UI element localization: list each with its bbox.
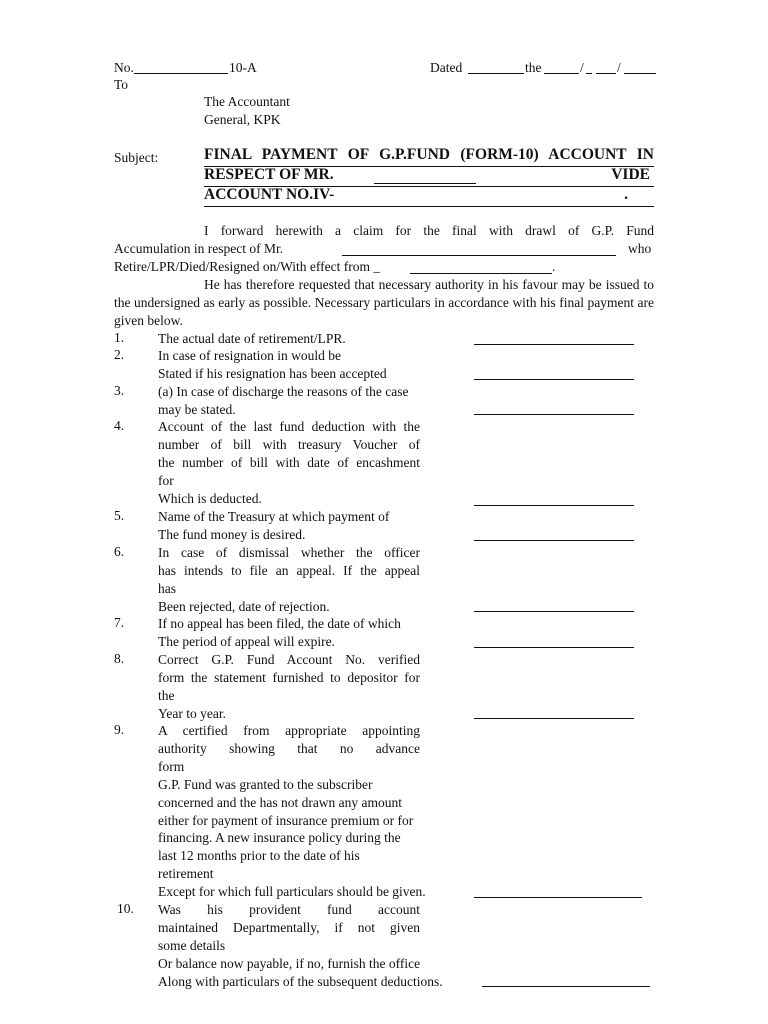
item-answer-blank[interactable] [474, 718, 634, 719]
effective-date-blank[interactable] [410, 273, 552, 274]
item-text-line: Name of the Treasury at which payment of [158, 509, 390, 524]
no-label: No. [114, 60, 134, 75]
item-answer-blank[interactable] [474, 540, 634, 541]
paragraph-2 [114, 276, 654, 330]
item-answer-blank[interactable] [474, 344, 634, 345]
item-text-line: The fund money is desired. [158, 526, 306, 542]
item-text-line: Except for which full particulars should be given. [158, 884, 426, 900]
paragraph-1-line-1 [114, 222, 654, 240]
item-text-line: Along with particulars of the subsequent deductions. [158, 973, 443, 989]
p1-text-2a: Accumulation in respect of Mr. [114, 241, 284, 256]
subject-label: Subject: [114, 150, 159, 165]
item-text-line: Correct G.P. Fund Account No. verified [158, 652, 420, 667]
item-text-line: the number of bill with date of encashment [158, 454, 420, 470]
subject-text-1: FINAL PAYMENT OF G.P.FUND (FORM-10) ACCOUNT IN [204, 146, 654, 163]
no-suffix: 10-A [229, 60, 257, 75]
item-text-line: form [158, 758, 185, 774]
item-text-line: In case of dismissal whether the officer [158, 545, 420, 560]
the-label: the [525, 60, 542, 75]
item-text-line: Or balance now payable, if no, furnish the office [158, 955, 421, 971]
item-number: 5. [114, 508, 125, 523]
item-text-line: Which is deducted. [158, 490, 262, 506]
p2-text: He has therefore requested that necessary authority in his favour may be issued to the undersigned as early as possible. Necessary particulars in accordance with his final payment are given below. [114, 277, 654, 328]
item-text-line: (a) In case of discharge the reasons of the case [158, 384, 409, 399]
item-text-line: number of bill with treasury Voucher of [158, 436, 420, 452]
item-number: 2. [114, 347, 125, 362]
item-text-line: If no appeal has been filed, the date of which [158, 616, 401, 631]
subject-text-3-end: . [624, 186, 628, 203]
item-text-line: Was his provident fund account [158, 902, 420, 917]
item-text-line: form the statement furnished to depositor for [158, 669, 420, 685]
member-name-blank[interactable] [342, 255, 616, 256]
p1-text-3-end: . [552, 259, 556, 274]
item-text-line: G.P. Fund was granted to the subscriber [158, 776, 373, 792]
item-text-line: the [158, 687, 175, 703]
item-number: 1. [114, 330, 125, 345]
item-number: 3. [114, 383, 125, 398]
reference-number-blank[interactable] [134, 73, 228, 74]
item-answer-blank[interactable] [474, 611, 634, 612]
item-answer-blank[interactable] [474, 379, 634, 380]
date-mm-blank[interactable] [596, 73, 616, 74]
item-text-line: for [158, 472, 174, 488]
item-text-line: financing. A new insurance policy during the [158, 830, 401, 846]
item-text-line: The actual date of retirement/LPR. [158, 331, 346, 346]
item-text-line: authority showing that no advance [158, 740, 420, 756]
item-number: 10. [117, 901, 134, 916]
date-yyyy-blank[interactable] [624, 73, 656, 74]
item-number: 6. [114, 544, 125, 559]
item-text-line: retirement [158, 866, 214, 882]
to-label: To [114, 77, 129, 92]
subject-text-2-left: RESPECT OF MR. [204, 166, 334, 183]
item-text-line: last 12 months prior to the date of his [158, 848, 360, 864]
p1-text-2b: who [628, 241, 652, 256]
subject-line-1 [204, 146, 654, 167]
item-text-line: Account of the last fund deduction with the [158, 419, 420, 434]
date-slash-2: / [617, 60, 621, 75]
date-dd-blank[interactable] [544, 73, 579, 74]
item-text-line: Been rejected, date of rejection. [158, 598, 330, 614]
item-text-line: either for payment of insurance premium or for [158, 812, 414, 828]
item-answer-blank[interactable] [474, 414, 634, 415]
item-text-line: may be stated. [158, 401, 236, 417]
p1-text-1: I forward herewith a claim for the final with drawl of G.P. Fund [204, 223, 654, 238]
date-day-blank[interactable] [468, 73, 524, 74]
addressee-line-1: The Accountant [204, 94, 290, 109]
item-text-line: Year to year. [158, 705, 226, 721]
item-text-line: maintained Departmentally, if not given [158, 919, 420, 935]
item-text-line: some details [158, 937, 226, 953]
item-number: 8. [114, 651, 125, 666]
addressee-line-2: General, KPK [204, 112, 281, 127]
subject-text-3: ACCOUNT NO.IV- [204, 186, 335, 203]
item-answer-blank[interactable] [474, 897, 642, 898]
name-thick-underline [374, 183, 476, 184]
subject-line-3 [204, 186, 654, 207]
item-text-line: The period of appeal will expire. [158, 633, 335, 649]
item-number: 7. [114, 615, 125, 630]
item-number: 4. [114, 418, 125, 433]
item-number: 9. [114, 722, 125, 737]
item-text-line: A certified from appropriate appointing [158, 723, 420, 738]
item-text-line: has intends to file an appeal. If the appeal [158, 562, 420, 578]
item-answer-blank[interactable] [474, 647, 634, 648]
item-text-line: concerned and the has not drawn any amount [158, 794, 403, 810]
item-text-line: has [158, 580, 176, 596]
item-answer-blank[interactable] [482, 986, 650, 987]
date-gap-blank [586, 73, 592, 74]
subject-text-2-right: VIDE [611, 166, 650, 183]
date-slash-1: / [580, 60, 584, 75]
item-answer-blank[interactable] [474, 505, 634, 506]
item-text-line: Stated if his resignation has been accepted [158, 365, 387, 381]
dated-label: Dated [430, 60, 463, 75]
p1-text-3: Retire/LPR/Died/Resigned on/With effect from _ [114, 259, 381, 274]
item-text-line: In case of resignation in would be [158, 348, 341, 363]
